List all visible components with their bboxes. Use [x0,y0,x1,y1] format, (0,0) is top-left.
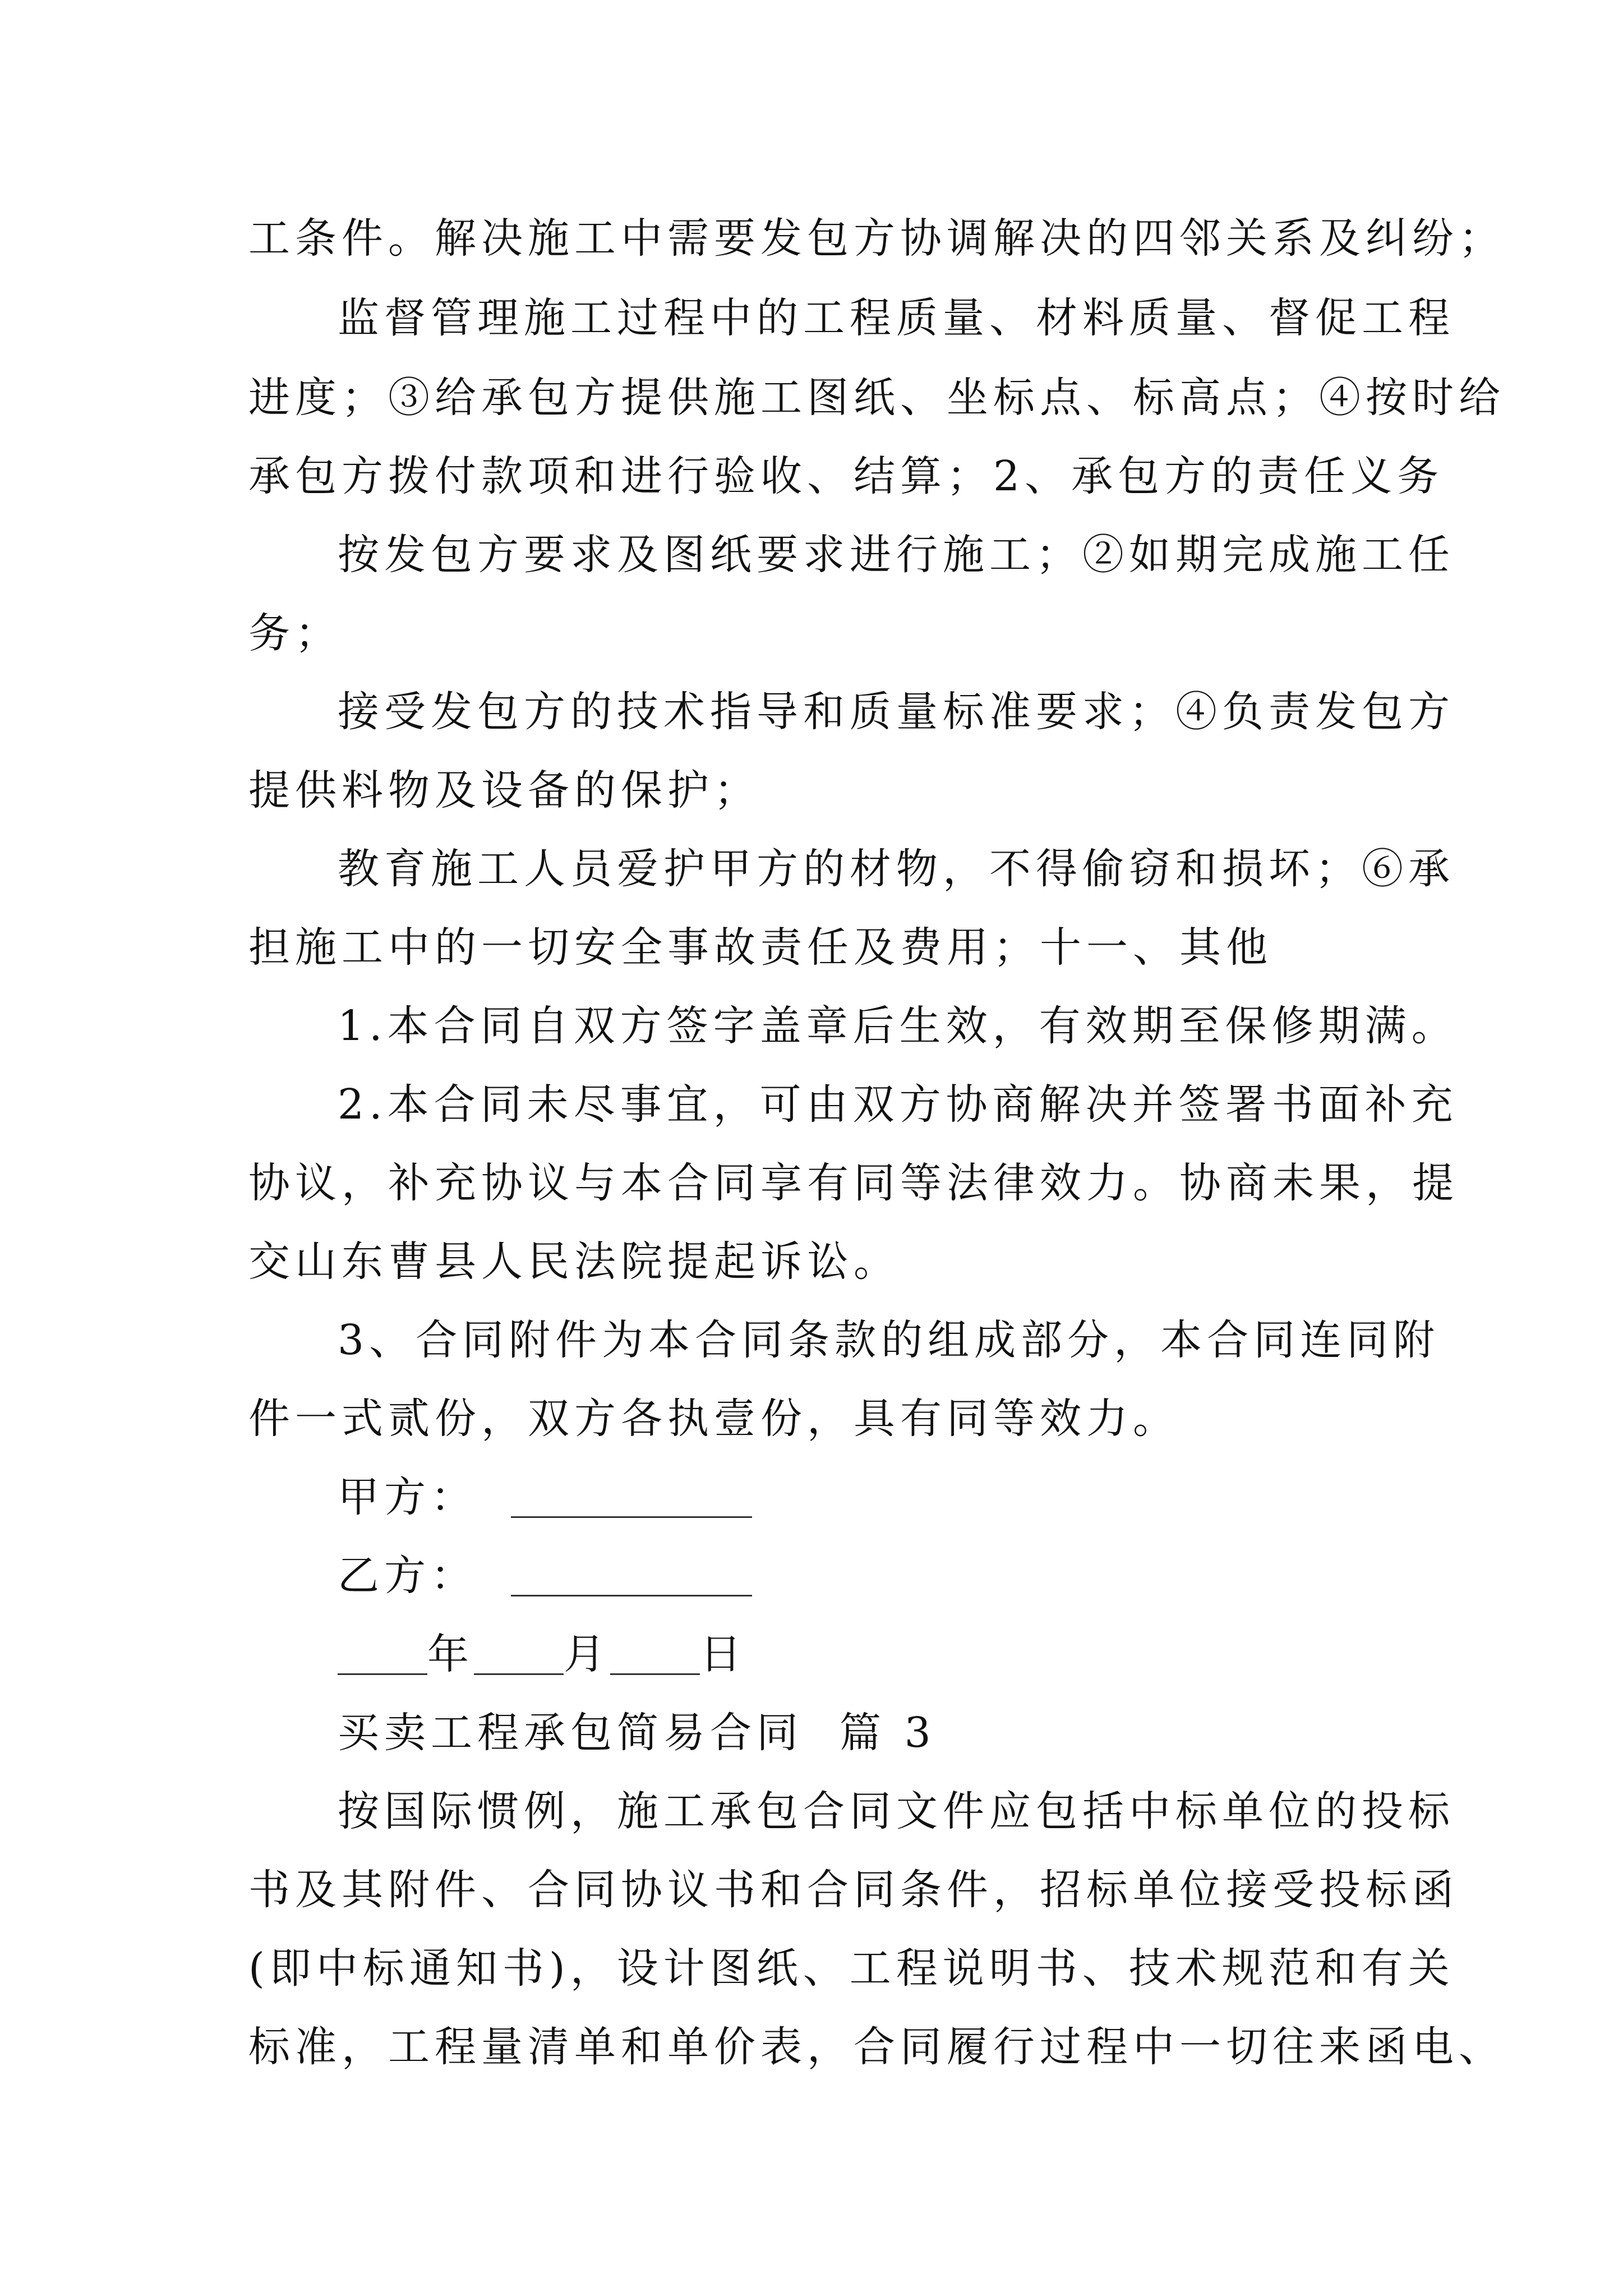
paragraph-line: 按发包方要求及图纸要求进行施工；②如期完成施工任 [338,531,1455,579]
paragraph-line: 书及其附件、合同协议书和合同条件，招标单位接受投标函 [248,1866,1459,1914]
year-label: 年 [427,1630,474,1678]
party-b-blank[interactable] [511,1561,752,1596]
paragraph-line: 件一式贰份，双方各执壹份，具有同等效力。 [248,1395,1179,1443]
paragraph-line: 协议，补充协议与本合同享有同等法律效力。协商未果，提 [248,1159,1459,1207]
day-label: 日 [700,1630,746,1678]
party-b-label: 乙方： [338,1552,477,1600]
paragraph-line: 务； [248,609,342,657]
paragraph-line: 进度；③给承包方提供施工图纸、坐标点、标高点；④按时给 [248,374,1505,422]
paragraph-line: (即中标通知书)，设计图纸、工程说明书、技术规范和有关 [248,1944,1455,1993]
paragraph-line: 担施工中的一切安全事故责任及费用；十一、其他 [248,923,1272,972]
party-a-blank[interactable] [511,1483,752,1518]
year-blank[interactable] [338,1640,427,1675]
paragraph-line: 按国际惯例，施工承包合同文件应包括中标单位的投标 [338,1787,1455,1835]
party-b-signature [338,1552,1482,1600]
paragraph-line: 标准，工程量清单和单价表，合同履行过程中一切往来函电、 [248,2023,1505,2071]
date-line [338,1630,1482,1678]
month-blank[interactable] [474,1640,564,1675]
section-title: 买卖工程承包简易合同 篇 3 [338,1709,936,1757]
paragraph-line: 3、合同附件为本合同条款的组成部分，本合同连同附 [338,1316,1440,1364]
party-a-signature [338,1473,1482,1521]
paragraph-line: 工条件。解决施工中需要发包方协调解决的四邻关系及纠纷； [248,214,1505,263]
party-a-label: 甲方： [338,1473,477,1521]
paragraph-line: 承包方拨付款项和进行验收、结算；2、承包方的责任义务 [248,452,1444,500]
day-blank[interactable] [610,1640,700,1675]
paragraph-line: 接受发包方的技术指导和质量标准要求；④负责发包方 [338,688,1455,736]
paragraph-line: 1.本合同自双方签字盖章后生效，有效期至保修期满。 [338,1002,1458,1050]
paragraph-line: 交山东曹县人民法院提起诉讼。 [248,1237,900,1286]
month-label: 月 [564,1630,610,1678]
paragraph-line: 监督管理施工过程中的工程质量、材料质量、督促工程 [338,294,1455,342]
paragraph-line: 提供料物及设备的保护； [248,766,760,815]
paragraph-line: 2.本合同未尽事宜，可由双方协商解决并签署书面补充 [338,1080,1458,1129]
paragraph-line: 教育施工人员爱护甲方的材物，不得偷窃和损坏；⑥承 [338,845,1455,893]
